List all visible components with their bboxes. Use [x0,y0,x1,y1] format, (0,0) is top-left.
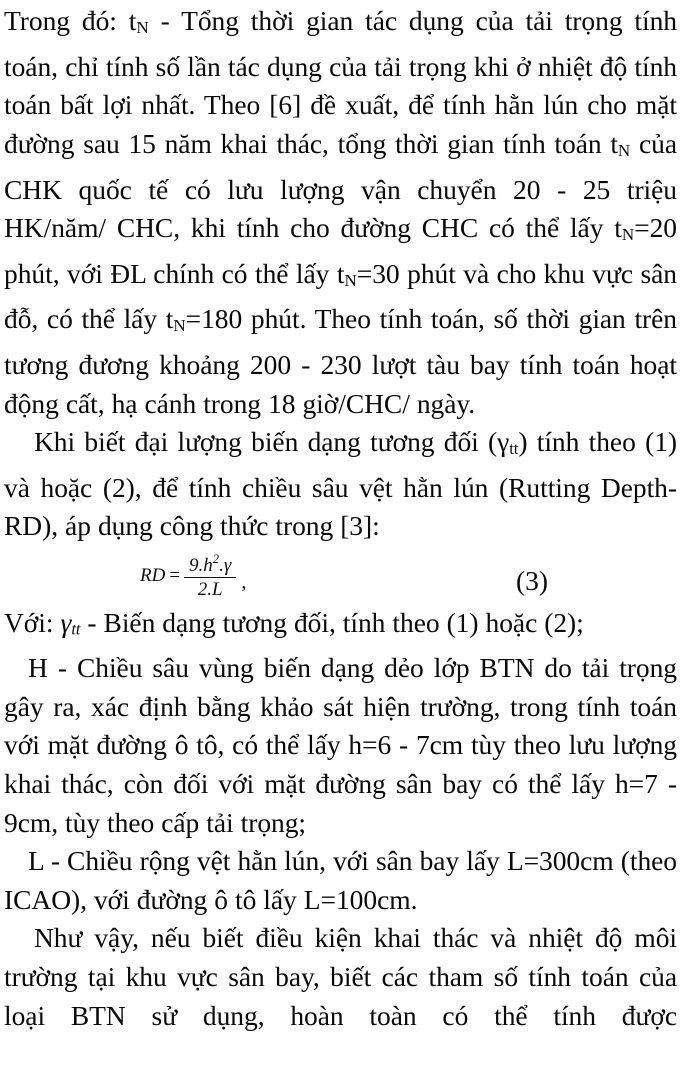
equation-numerator-prefix: 9.h [189,554,213,576]
equation-numerator-suffix: .γ [219,554,232,576]
paragraph-2-runs: Khi biết đại lượng biến dạng tương đối (γtt) tính theo (1) và hoặc (2), để tính chiều sâu vệt hằn lún (Rutting Depth-RD), áp dụng công thức trong [3]: [4,426,677,542]
paragraph-1-runs: Trong đó: $t_N$ - Tổng thời gian tác dụng của tải trọng tính toán, chỉ tính số lần tác dụng của tải trọng khi ở nhiệt độ tính toán bất lợi nhất. Theo [6] đề xuất, để tính hằn lún cho mặt đường sau 15 năm khai thác, tổng thời gian tính toán $t_N$ của CHK quốc tế có lưu lượng vận chuyển 20 - 25 triệu HK/năm/ CHC, khi tính cho đường CHC có thể lấy $t_N=20$ phút, với ĐL chính có thể lấy $t_N=30$ phút và cho khu vực sân đỗ, có thể lấy $t_N=180$ phút. Theo tính toán, số thời gian trên tương đương khoảng 200 - 230 lượt tàu bay tính toán hoạt động cất, hạ cánh trong 18 giờ/CHC/ ngày. [4,5,678,419]
definition-gamma-runs: Với: $\gamma_{tt}$ - Biến dạng tương đối, tính theo (1) hoặc (2); [4,607,584,639]
subscript-n: N [621,225,635,245]
equation-numerator [184,552,236,577]
subscript-n: N [344,270,357,290]
gamma-subscript-tt: tt [509,439,519,459]
equation-formula [140,552,246,600]
gamma-symbol: $\gamma_{tt}$ [60,607,81,639]
equation-lhs: RD [140,565,166,587]
equation-block [4,546,677,604]
definition-h: H - Chiều sâu vùng biến dạng dẻo lớp BTN do tải trọng gây ra, xác định bằng khảo sát hiện trường, trong tính toán với mặt đường ô tô, có thể lấy h=6 - 7cm tùy theo lưu lượng khai thác, còn đối với mặt đường sân bay có thể lấy h=7 - 9cm, tùy theo cấp tải trọng; [4,652,677,838]
paragraph-closing: Như vậy, nếu biết điều kiện khai thác và nhiệt độ môi trường tại khu vực sân bay, biết các tham số tính toán của loại BTN sử dụng, hoàn toàn có thể tính được [4,922,677,1031]
equation-trailing-comma: , [241,571,247,594]
document-body [4,2,677,1074]
equation-denominator: 2.L [184,577,236,600]
subscript-n: N [136,18,149,38]
gamma-symbol-subscript: tt [71,619,81,639]
equation-equals-sign: = [169,565,181,587]
equation-number: (3) [516,565,549,596]
paragraph-definition-tn [4,2,677,423]
subscript-n: N [173,316,186,336]
paragraph-intro-equation [4,423,677,546]
equation-fraction [184,552,236,600]
subscript-n: N [617,140,631,160]
definition-l: L - Chiều rộng vệt hằn lún, với sân bay lấy L=300cm (theo ICAO), với đường ô tô lấy L=100cm. [4,845,677,915]
equation-numerator-exponent: 2 [212,552,220,566]
definition-gamma [4,604,677,649]
